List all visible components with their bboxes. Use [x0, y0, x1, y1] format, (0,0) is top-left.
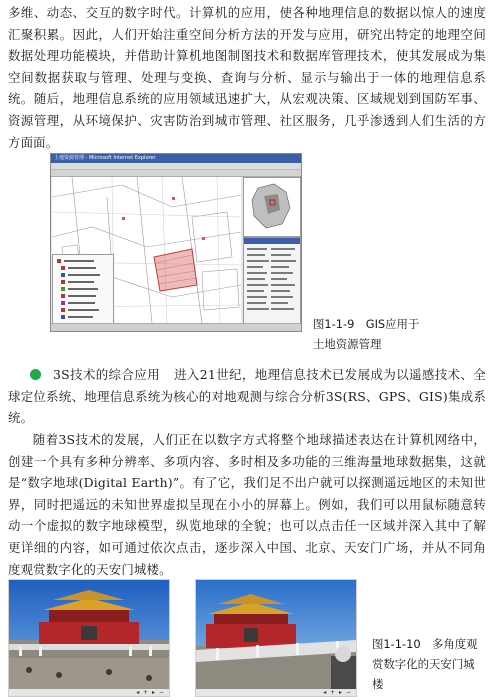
caption-tiananmen-line2: 赏数字化的天安门城: [372, 657, 475, 671]
tiananmen-scene-right: [196, 580, 356, 696]
figure-caption-gis: [313, 314, 419, 354]
paragraph-intro: 多维、动态、交互的数字时代。计算机的应用，使各种地理信息的数据以惊人的速度汇聚积累。因此，人们开始注重空间分析方法的开发与应用，研究出特定的地理空间数据处理功能模块，并借助计算机地图制图技术和数据库管理技术，使其发展成为集空间数据获取与管理、处理与变换、查询与分析、显示与输出于一体的地理信息系统。随后，地理信息系统的应用领域迅速扩大，从宏观决策、区域规划到国防军事、资源管理，从环境保护、灾害防治到城市管理、社区服务，几乎渗透到人们生活的方方面面。: [8, 5, 486, 150]
section-3s: [8, 364, 486, 429]
gis-statusbar: [51, 323, 301, 331]
caption-gis-line2: 土地资源管理: [313, 337, 382, 351]
gis-overview-drawing: [244, 178, 300, 236]
paragraph-digital-earth: 随着3S技术的发展，人们正在以数字方式将整个地球描述表达在计算机网络中，创建一个具有多种分辨率、多项内容、多时相及多功能的三维海量地球数据集，这就是“数字地球(Digital Earth)”。有了它，我们足不出户就可以探测遥远地区的未知世界，同时把遥远的未知世界虚拟呈现在小小的屏幕上。例如，我们可以用鼠标随意转动一个虚拟的数字地球模型，纵览地球的全貌；也可以点击任一区域并深入其中了解更详细的内容，如可通过依次点击，逐步深入中国、北京、天安门广场，并从不同角度观赏数字化的天安门城楼。: [8, 432, 486, 577]
gis-layer-legend: [52, 254, 114, 325]
section-body: 进入21世纪，地理信息技术已发展成为以遥感技术、全球定位系统、地理信息系统为核心的对地观测与综合分析3S(RS、GPS、GIS)集成系统。: [8, 367, 486, 426]
photo-left-nav-controls[interactable]: ◂ + ▸ −: [136, 689, 165, 696]
caption-gis-line1: 图1-1-9 GIS应用于: [313, 317, 420, 331]
photo-right-nav-controls[interactable]: ◂ + ▸ −: [323, 689, 352, 696]
caption-tiananmen-line1: 图1-1-10 多角度观: [372, 637, 478, 651]
section-title: 3S技术的综合应用: [53, 367, 161, 382]
gis-menubar: [51, 163, 301, 170]
gis-window-title: 土地资源管理 - Microsoft Internet Explorer: [51, 154, 301, 163]
caption-tiananmen-line3: 楼: [372, 677, 384, 691]
gis-attribute-panel: [243, 237, 301, 325]
gis-screenshot: [50, 153, 302, 332]
tiananmen-scene-left: [9, 580, 169, 696]
gis-overview-map: [243, 177, 301, 237]
gis-attribute-drawing: [244, 238, 300, 324]
tiananmen-photo-right: [195, 579, 357, 697]
gis-toolbar: [51, 170, 301, 177]
tiananmen-photo-left: [8, 579, 170, 697]
figure-caption-tiananmen: [372, 634, 478, 694]
gis-legend-drawing: [53, 255, 113, 324]
bullet-dot-icon: [30, 369, 41, 380]
